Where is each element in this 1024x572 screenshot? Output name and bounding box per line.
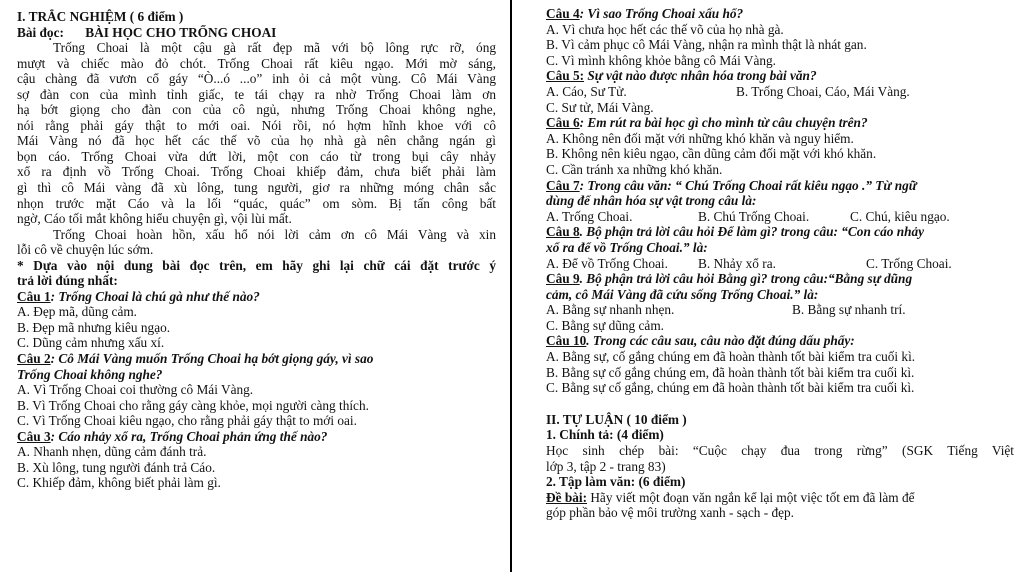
answer-option: C. Vì mình không khỏe bằng cô Mái Vàng. xyxy=(546,52,776,68)
answer-option: A. Trống Choai. xyxy=(546,208,633,224)
question-text: : Trống Choai là chú gà như thế nào? xyxy=(50,288,260,304)
answer-option: B. Trống Choai, Cáo, Mái Vàng. xyxy=(736,83,910,99)
question-text: Sự vật nào được nhân hóa trong bài văn? xyxy=(584,68,817,84)
question-label: Câu 7 xyxy=(546,177,580,193)
passage-line: mượt và chiếc mào đỏ chót. Trống Choai rất kiêu ngạo. Mới mờ sáng, xyxy=(17,55,496,71)
question-6 xyxy=(546,115,1014,177)
question-label: Câu 2 xyxy=(17,351,51,367)
question-text: dùng để nhân hóa sự vật trong câu là: xyxy=(546,193,757,209)
passage-line: Mái Vàng nó đã học hết các thế võ của họ nhà gà nên chẳng ngán gì xyxy=(17,133,496,149)
answer-option: A. Để vồ Trống Choai. xyxy=(546,255,668,271)
instruction-line: * Dựa vào nội dung bài đọc trên, em hãy ghi lại chữ cái đặt trước ý xyxy=(17,257,496,273)
question-text: : Vì sao Trống Choai xấu hổ? xyxy=(579,6,744,21)
answer-option: A. Bằng sự nhanh nhẹn. xyxy=(546,302,675,318)
passage-line: ngờ, Cáo tối mắt không hiểu chuyện gì, vội lùi mất. xyxy=(17,211,292,227)
reading-title: BÀI HỌC CHO TRỐNG CHOAI xyxy=(85,24,277,40)
question-3 xyxy=(17,429,496,491)
question-text: : Trong câu văn: “ Chú Trống Choai rất kiêu ngạo .” Từ ngữ xyxy=(579,177,917,193)
question-2 xyxy=(17,351,496,429)
answer-option: C. Khiếp đảm, không biết phải làm gì. xyxy=(17,475,221,491)
essay-section xyxy=(546,412,1014,521)
question-label: Câu 6 xyxy=(546,115,580,131)
reading-label: Bài đọc: xyxy=(17,24,64,40)
writing-text: Hãy viết một đoạn văn ngắn kể lại một việc tốt em đã làm để xyxy=(587,489,915,505)
answer-option: B. Nhảy xổ ra. xyxy=(698,255,776,271)
passage-line: Trống Choai là một cậu gà rất đẹp mã với bộ lông rực rỡ, óng xyxy=(53,40,496,56)
passage-line: xổ ra định vồ Trống Choai. Trống Choai khiếp đảm, chưa biết phải làm xyxy=(17,164,496,180)
question-5 xyxy=(546,68,1014,115)
passage-line: Trống Choai hoàn hồn, xấu hổ nói lời cảm ơn cô Mái Vàng và xin xyxy=(53,226,496,242)
answer-option: B. Vì cảm phục cô Mái Vàng, nhận ra mình thật là nhát gan. xyxy=(546,37,867,53)
question-text: : Cáo nhảy xổ ra, Trống Choai phản ứng thế nào? xyxy=(50,428,328,444)
answer-option: A. Vì Trống Choai coi thường cô Mái Vàng. xyxy=(17,382,254,398)
right-column xyxy=(514,0,1024,572)
answer-option: C. Cần tránh xa những khó khăn. xyxy=(546,161,723,177)
question-text: cảm, cô Mái Vàng đã cứu sống Trống Choai.” là: xyxy=(546,286,819,302)
question-label: Câu 10 xyxy=(546,333,587,349)
answer-option: A. Nhanh nhẹn, dũng cảm đánh trả. xyxy=(17,444,207,460)
answer-option: B. Đẹp mã nhưng kiêu ngạo. xyxy=(17,319,171,335)
answer-option: B. Bằng sự cố gắng chúng em, đã hoàn thành tốt bài kiểm tra cuối kì. xyxy=(546,364,915,380)
question-10 xyxy=(546,333,1014,395)
answer-option: A. Cáo, Sư Tử. xyxy=(546,83,627,99)
answer-option: C. Bằng sự cố gắng, chúng em đã hoàn thành tốt bài kiểm tra cuối kì. xyxy=(546,380,915,396)
answer-option: C. Dũng cảm nhưng xấu xí. xyxy=(17,335,165,351)
answer-option: B. Chú Trống Choai. xyxy=(698,208,810,224)
reading-passage xyxy=(17,40,496,258)
question-text: . Bộ phận trả lời câu hỏi Bằng gì? trong câu:“Bằng sự dũng xyxy=(579,271,913,287)
answer-option: B. Xù lông, tung người đánh trả Cáo. xyxy=(17,459,216,475)
instruction-line: trả lời đúng nhất: xyxy=(17,273,118,289)
answer-option: B. Bằng sự nhanh trí. xyxy=(792,302,906,318)
passage-line: nhọn trước mặt Cáo và la lối “quác, quác” om sòm. Bị tấn công bất xyxy=(17,195,496,211)
question-text: . Trong các câu sau, câu nào đặt đúng dấu phẩy: xyxy=(586,333,855,349)
question-label: Câu 5: xyxy=(546,68,585,84)
spelling-text: lớp 3, tập 2 - trang 83) xyxy=(546,458,666,474)
writing-label: Đề bài: xyxy=(546,489,587,505)
answer-option: B. Vì Trống Choai cho rằng gáy càng khỏe, mọi người càng thích. xyxy=(17,397,369,413)
spelling-text: Học sinh chép bài: “Cuộc chạy đua trong rừng” (SGK Tiếng Việt xyxy=(546,443,1014,459)
reading-heading xyxy=(17,25,496,41)
question-label: Câu 9 xyxy=(546,271,580,287)
question-9 xyxy=(546,271,1014,333)
answer-option: A. Vì chưa học hết các thế võ của họ nhà gà. xyxy=(546,21,784,37)
question-label: Câu 1 xyxy=(17,288,51,304)
question-text: xổ ra để vồ Trống Choai.” là: xyxy=(546,239,708,255)
passage-line: cậu chàng đã vươn cổ gáy “Ò...ó ...o” inh ỏi cả một vùng. Cô Mái Vàng xyxy=(17,71,496,87)
answer-option: C. Trống Choai. xyxy=(866,255,952,271)
passage-line: hạ bớt giọng cho đàn con của cô ngủ, nhưng Trống Choai không nghe, xyxy=(17,102,496,118)
answer-option: C. Bằng sự dũng cảm. xyxy=(546,317,665,333)
question-text: : Cô Mái Vàng muốn Trống Choai hạ bớt giọng gáy, vì sao xyxy=(50,351,374,367)
answer-option: C. Sư tử, Mái Vàng. xyxy=(546,99,654,115)
answer-option: A. Bằng sự, cố gắng chúng em đã hoàn thành tốt bài kiểm tra cuối kì. xyxy=(546,349,916,365)
answer-option: A. Không nên đối mặt với những khó khăn và nguy hiểm. xyxy=(546,130,854,146)
question-label: Câu 3 xyxy=(17,428,51,444)
question-7 xyxy=(546,178,1014,225)
question-1 xyxy=(17,289,496,351)
answer-option: C. Chú, kiêu ngạo. xyxy=(850,208,950,224)
section-title: I. TRẮC NGHIỆM ( 6 điểm ) xyxy=(17,9,184,24)
question-text: . Bộ phận trả lời câu hỏi Để làm gì? trong câu: “Con cáo nhảy xyxy=(579,224,925,240)
passage-line: sợ đàn con của mình tỉnh giấc, te tái chạy ra nhờ Trống Choai làm ơn xyxy=(17,86,496,102)
answer-option: C. Vì Trống Choai kiêu ngạo, cho rằng phải gáy thật to mới oai. xyxy=(17,413,357,429)
question-text: : Em rút ra bài học gì cho mình từ câu chuyện trên? xyxy=(579,115,868,131)
passage-line: nói rằng phải gáy thật to mới oai. Nói rồi, nó hợm hĩnh khoe với cô xyxy=(17,117,496,133)
writing-text: góp phần bảo vệ môi trường xanh - sạch - đẹp. xyxy=(546,505,794,521)
passage-line: lỗi cô về chuyện lúc sớm. xyxy=(17,242,154,258)
answer-option: B. Không nên kiêu ngạo, cần dũng cảm đối mặt với khó khăn. xyxy=(546,146,877,162)
question-4 xyxy=(546,6,1014,68)
passage-line: gì thì cô Mái vàng đã xù lông, tung người, giơ ra những móng chân sắc xyxy=(17,180,496,196)
question-8 xyxy=(546,224,1014,271)
writing-title: 2. Tập làm văn: (6 điểm) xyxy=(546,474,686,490)
part2-title: II. TỰ LUẬN ( 10 điểm ) xyxy=(546,411,687,427)
passage-line: bọn cáo. Trống Choai vừa dứt lời, một con cáo từ trong bụi cây nhảy xyxy=(17,148,496,164)
question-label: Câu 8 xyxy=(546,224,580,240)
answer-option: A. Đẹp mã, dũng cảm. xyxy=(17,304,138,320)
spelling-title: 1. Chính tả: (4 điểm) xyxy=(546,427,664,443)
question-text: Trống Choai không nghe? xyxy=(17,366,163,382)
question-label: Câu 4 xyxy=(546,6,580,21)
